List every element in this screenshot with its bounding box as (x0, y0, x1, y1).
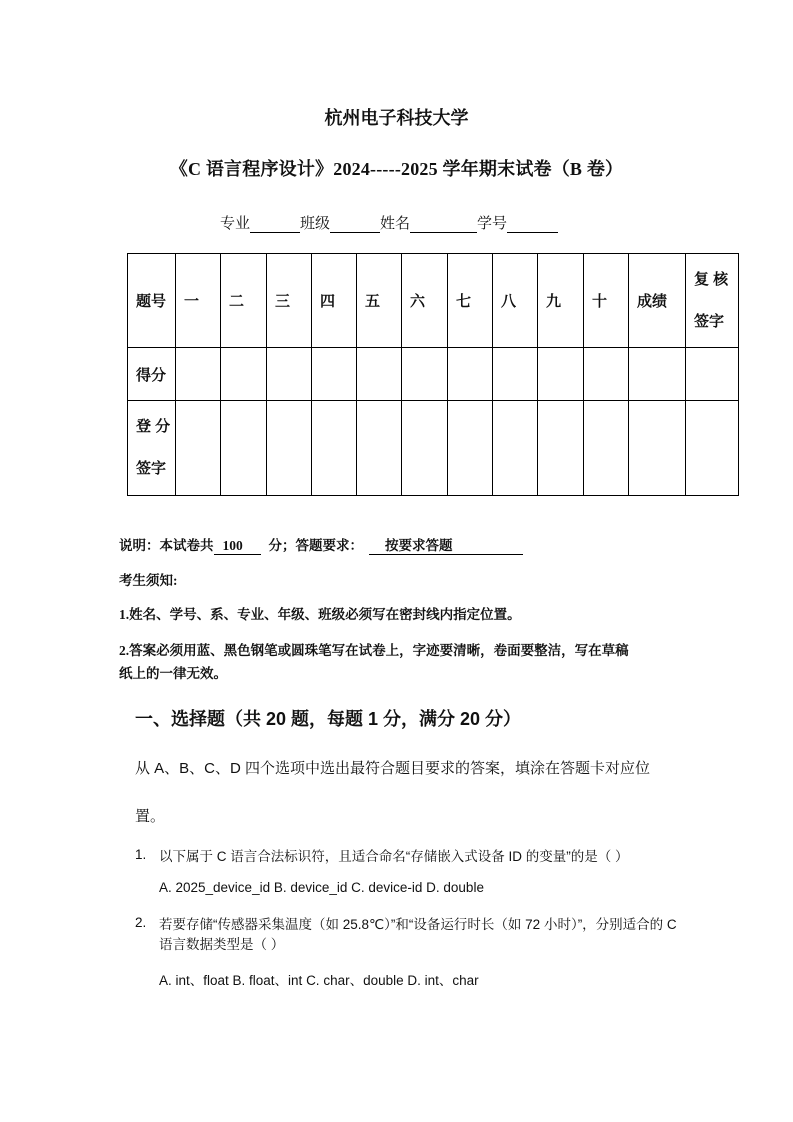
score-cell[interactable] (312, 348, 357, 401)
notice-item-1: 1.姓名、学号、系、专业、年级、班级必须写在密封线内指定位置。 (119, 607, 521, 622)
exam-note (119, 534, 523, 555)
class-label: 班级 (300, 215, 331, 232)
review-signature-header: 复 核 签字 (686, 254, 739, 348)
header-cell: 八 (493, 254, 538, 348)
note-mid: 分；答题要求： (268, 538, 363, 553)
table-header-row (128, 254, 739, 348)
header-cell: 五 (357, 254, 402, 348)
question-number: 2. (135, 915, 147, 930)
score-cell[interactable] (402, 348, 448, 401)
class-field[interactable] (330, 217, 380, 233)
signature-cell[interactable] (221, 401, 267, 496)
name-label: 姓名 (380, 215, 411, 232)
question-options: A. 2025_device_id B. device_id C. device-id D. double (159, 880, 484, 895)
notice-title: 考生须知: (119, 573, 178, 588)
student-id-field[interactable] (507, 217, 558, 233)
header-cell: 十 (584, 254, 629, 348)
header-cell: 七 (448, 254, 493, 348)
score-cell[interactable] (357, 348, 402, 401)
score-cell[interactable] (538, 348, 584, 401)
score-row-label: 得分 (128, 348, 176, 401)
student-id-label: 学号 (477, 215, 508, 232)
score-cell[interactable] (493, 348, 538, 401)
header-cell: 四 (312, 254, 357, 348)
question-stem: 以下属于 C 语言合法标识符，且适合命名“存储嵌入式设备 ID 的变量”的是（ ） (159, 849, 629, 864)
question-2 (135, 915, 680, 995)
question-stem: 若要存储“传感器采集温度（如 25.8℃）”和“设备运行时长（如 72 小时）”，分别适合的 C 语言数据类型是（ ） (159, 917, 677, 952)
register-signature-label: 登 分 签字 (128, 401, 176, 496)
answer-requirement-value: 按要求答题 (369, 534, 523, 555)
score-cell[interactable] (584, 348, 629, 401)
score-cell[interactable] (176, 348, 221, 401)
signature-cell[interactable] (584, 401, 629, 496)
total-score-value: 100 (214, 538, 261, 555)
signature-cell[interactable] (629, 401, 686, 496)
student-info-line (220, 212, 558, 233)
score-row (128, 348, 739, 401)
question-number-header: 题号 (128, 254, 176, 348)
score-cell[interactable] (629, 348, 686, 401)
notice-item-2-line-1: 2.答案必须用蓝、黑色钢笔或圆珠笔写在试卷上，字迹要清晰，卷面要整洁，写在草稿 (119, 643, 629, 658)
exam-title: 《C 语言程序设计》2024-----2025 学年期末试卷（B 卷） (169, 159, 624, 179)
score-cell[interactable] (267, 348, 312, 401)
question-number: 1. (135, 847, 147, 862)
major-label: 专业 (220, 215, 251, 232)
header-cell: 一 (176, 254, 221, 348)
header-cell: 六 (402, 254, 448, 348)
signature-cell[interactable] (493, 401, 538, 496)
signature-cell[interactable] (686, 401, 739, 496)
section-1-description: 从 A、B、C、D 四个选项中选出最符合题目要求的答案，填涂在答题卡对应位置。 (135, 760, 651, 825)
signature-cell[interactable] (402, 401, 448, 496)
major-field[interactable] (250, 217, 300, 233)
signature-cell[interactable] (176, 401, 221, 496)
score-cell[interactable] (221, 348, 267, 401)
question-options: A. int、float B. float、int C. char、double D. int、char (159, 973, 479, 988)
name-field[interactable] (410, 217, 477, 233)
question-1 (135, 847, 680, 897)
signature-cell[interactable] (312, 401, 357, 496)
header-cell: 三 (267, 254, 312, 348)
score-table (127, 253, 739, 496)
notice-item-2-line-2: 纸上的一律无效。 (119, 666, 227, 681)
header-cell: 二 (221, 254, 267, 348)
header-cell: 九 (538, 254, 584, 348)
total-score-header: 成绩 (629, 254, 686, 348)
score-cell[interactable] (448, 348, 493, 401)
section-1-heading: 一、选择题（共 20 题，每题 1 分，满分 20 分） (135, 709, 522, 729)
signature-cell[interactable] (538, 401, 584, 496)
signature-cell[interactable] (357, 401, 402, 496)
signature-cell[interactable] (448, 401, 493, 496)
signature-cell[interactable] (267, 401, 312, 496)
university-name: 杭州电子科技大学 (324, 108, 469, 128)
score-cell[interactable] (686, 348, 739, 401)
register-signature-row (128, 401, 739, 496)
note-prefix: 说明：本试卷共 (119, 538, 214, 553)
